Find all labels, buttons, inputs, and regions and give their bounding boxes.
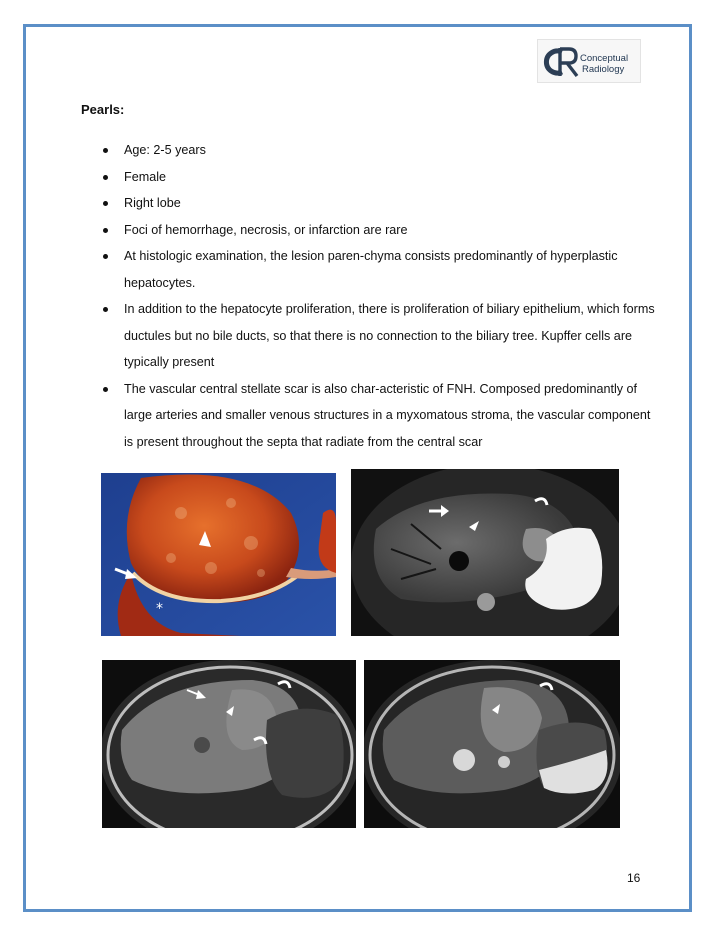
list-item: Age: 2-5 years	[100, 137, 660, 164]
mri-t1-axial	[102, 660, 356, 828]
pearls-list	[100, 137, 660, 455]
list-item: The vascular central stellate scar is also char-acteristic of FNH. Composed predominantly of large arteries and smaller venous structures in a myxomatous stroma, the vascular component is present throughout the septa that radiate from the central scar	[100, 376, 660, 456]
list-item: Female	[100, 164, 660, 191]
asterisk-marker: *	[156, 601, 163, 617]
list-item: In addition to the hepatocyte proliferation, there is proliferation of biliary epithelium, which forms ductules but no bile ducts, so that there is no connection to the biliary tree. Kupffer cells are typically present	[100, 296, 660, 376]
list-item: Foci of hemorrhage, necrosis, or infarction are rare	[100, 217, 660, 244]
cr-logo-icon	[540, 44, 580, 80]
conceptual-radiology-logo	[537, 39, 641, 83]
list-item: At histologic examination, the lesion paren-chyma consists predominantly of hyperplastic hepatocytes.	[100, 243, 660, 296]
mri-t1-contrast-axial	[364, 660, 620, 828]
page-number: 16	[627, 871, 641, 885]
mri-t2-axial	[351, 469, 619, 636]
gross-specimen-photo	[101, 473, 336, 636]
list-item: Right lobe	[100, 190, 660, 217]
pearls-heading: Pearls:	[81, 102, 125, 117]
logo-line-2: Radiology	[582, 64, 625, 75]
logo-line-1: Conceptual	[580, 53, 629, 64]
